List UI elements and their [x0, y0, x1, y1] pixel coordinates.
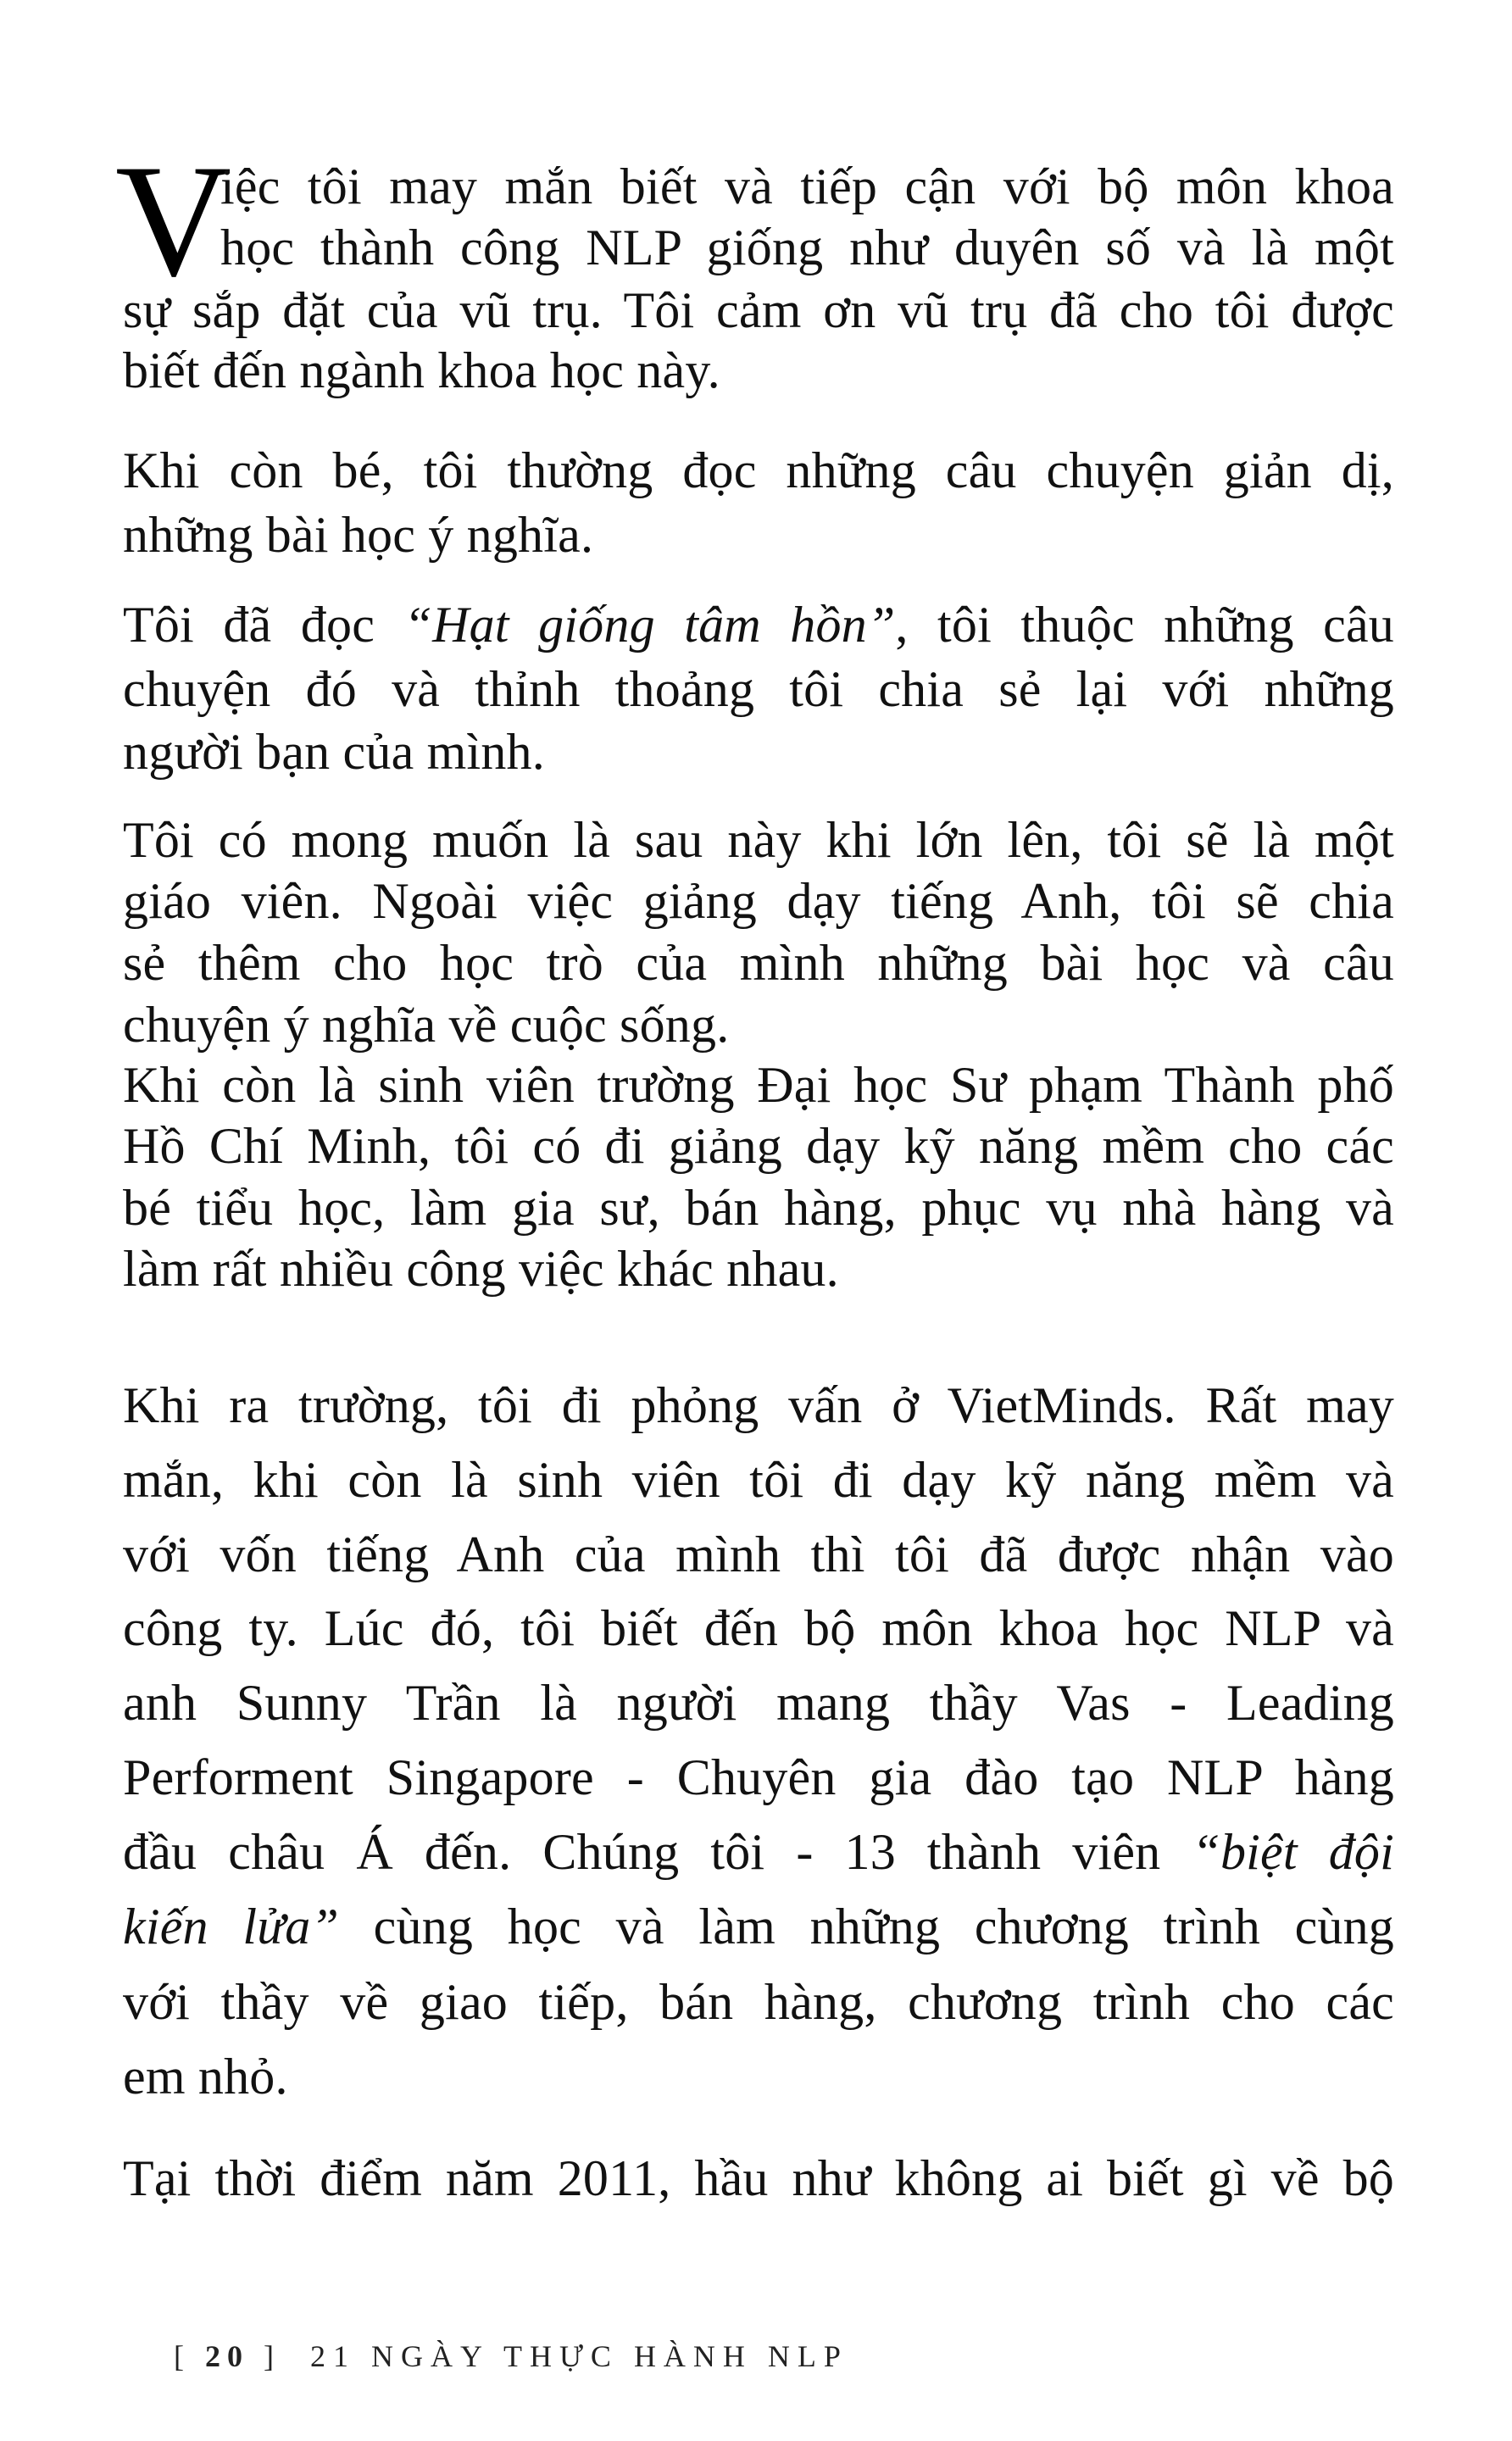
- text-line: sự sắp đặt của vũ trụ. Tôi cảm ơn vũ trụ đã cho tôi được: [123, 282, 1394, 338]
- text-line: công ty. Lúc đó, tôi biết đến bộ môn khoa học NLP và: [123, 1600, 1394, 1656]
- group-name-italic: “biệt đội: [1192, 1824, 1395, 1880]
- text-line: với vốn tiếng Anh của mình thì tôi đã được nhận vào: [123, 1526, 1394, 1582]
- text-run: cùng học và làm những chương trình cùng: [338, 1899, 1395, 1954]
- text-line: người bạn của mình.: [123, 724, 545, 780]
- page-number: 20: [205, 2339, 249, 2373]
- text-line: [123, 1901, 1394, 1952]
- text-line: làm rất nhiều công việc khác nhau.: [123, 1241, 839, 1297]
- bracket-open: [: [174, 2339, 191, 2373]
- text-line: [123, 597, 1394, 653]
- drop-cap: V: [115, 132, 232, 310]
- text-line: những bài học ý nghĩa.: [123, 507, 594, 563]
- text-line: biết đến ngành khoa học này.: [123, 342, 720, 398]
- book-title-italic: “Hạt giống tâm hồn”: [403, 597, 896, 653]
- text-line: Tôi có mong muốn là sau này khi lớn lên, tôi sẽ là một: [123, 812, 1394, 868]
- text-line: iệc tôi may mắn biết và tiếp cận với bộ môn khoa: [220, 158, 1394, 214]
- text-line: với thầy về giao tiếp, bán hàng, chương trình cho các: [123, 1974, 1394, 2030]
- text-line: Khi ra trường, tôi đi phỏng vấn ở VietMinds. Rất may: [123, 1377, 1394, 1433]
- text-line: Performent Singapore - Chuyên gia đào tạo NLP hàng: [123, 1749, 1394, 1805]
- text-line: sẻ thêm cho học trò của mình những bài học và câu: [123, 935, 1394, 991]
- text-line: bé tiểu học, làm gia sư, bán hàng, phục vụ nhà hàng và: [123, 1180, 1394, 1236]
- text-line: giáo viên. Ngoài việc giảng dạy tiếng Anh, tôi sẽ chia: [123, 873, 1394, 929]
- bracket-close: ]: [264, 2339, 281, 2373]
- text-run: Tôi đã đọc: [123, 597, 404, 653]
- text-run: đầu châu Á đến. Chúng tôi - 13 thành viên: [123, 1824, 1192, 1880]
- text-line: anh Sunny Trần là người mang thầy Vas - Leading: [123, 1675, 1394, 1731]
- text-line: học thành công NLP giống như duyên số và là một: [220, 220, 1394, 275]
- page-footer: [174, 2339, 848, 2373]
- text-line: Khi còn là sinh viên trường Đại học Sư phạm Thành phố: [123, 1057, 1394, 1113]
- running-title: 21 NGÀY THỰC HÀNH NLP: [310, 2339, 848, 2373]
- text-line: chuyện đó và thỉnh thoảng tôi chia sẻ lại với những: [123, 661, 1394, 717]
- text-line: Hồ Chí Minh, tôi có đi giảng dạy kỹ năng mềm cho các: [123, 1118, 1394, 1174]
- text-run: , tôi thuộc những câu: [895, 597, 1394, 653]
- text-line: Tại thời điểm năm 2011, hầu như không ai biết gì về bộ: [123, 2150, 1394, 2206]
- text-line: Khi còn bé, tôi thường đọc những câu chuyện giản dị,: [123, 442, 1394, 498]
- text-line: [123, 1824, 1395, 1880]
- text-line: mắn, khi còn là sinh viên tôi đi dạy kỹ năng mềm và: [123, 1452, 1394, 1508]
- text-line: em nhỏ.: [123, 2049, 288, 2105]
- text-line: chuyện ý nghĩa về cuộc sống.: [123, 997, 730, 1053]
- group-name-italic: kiến lửa”: [123, 1899, 339, 1954]
